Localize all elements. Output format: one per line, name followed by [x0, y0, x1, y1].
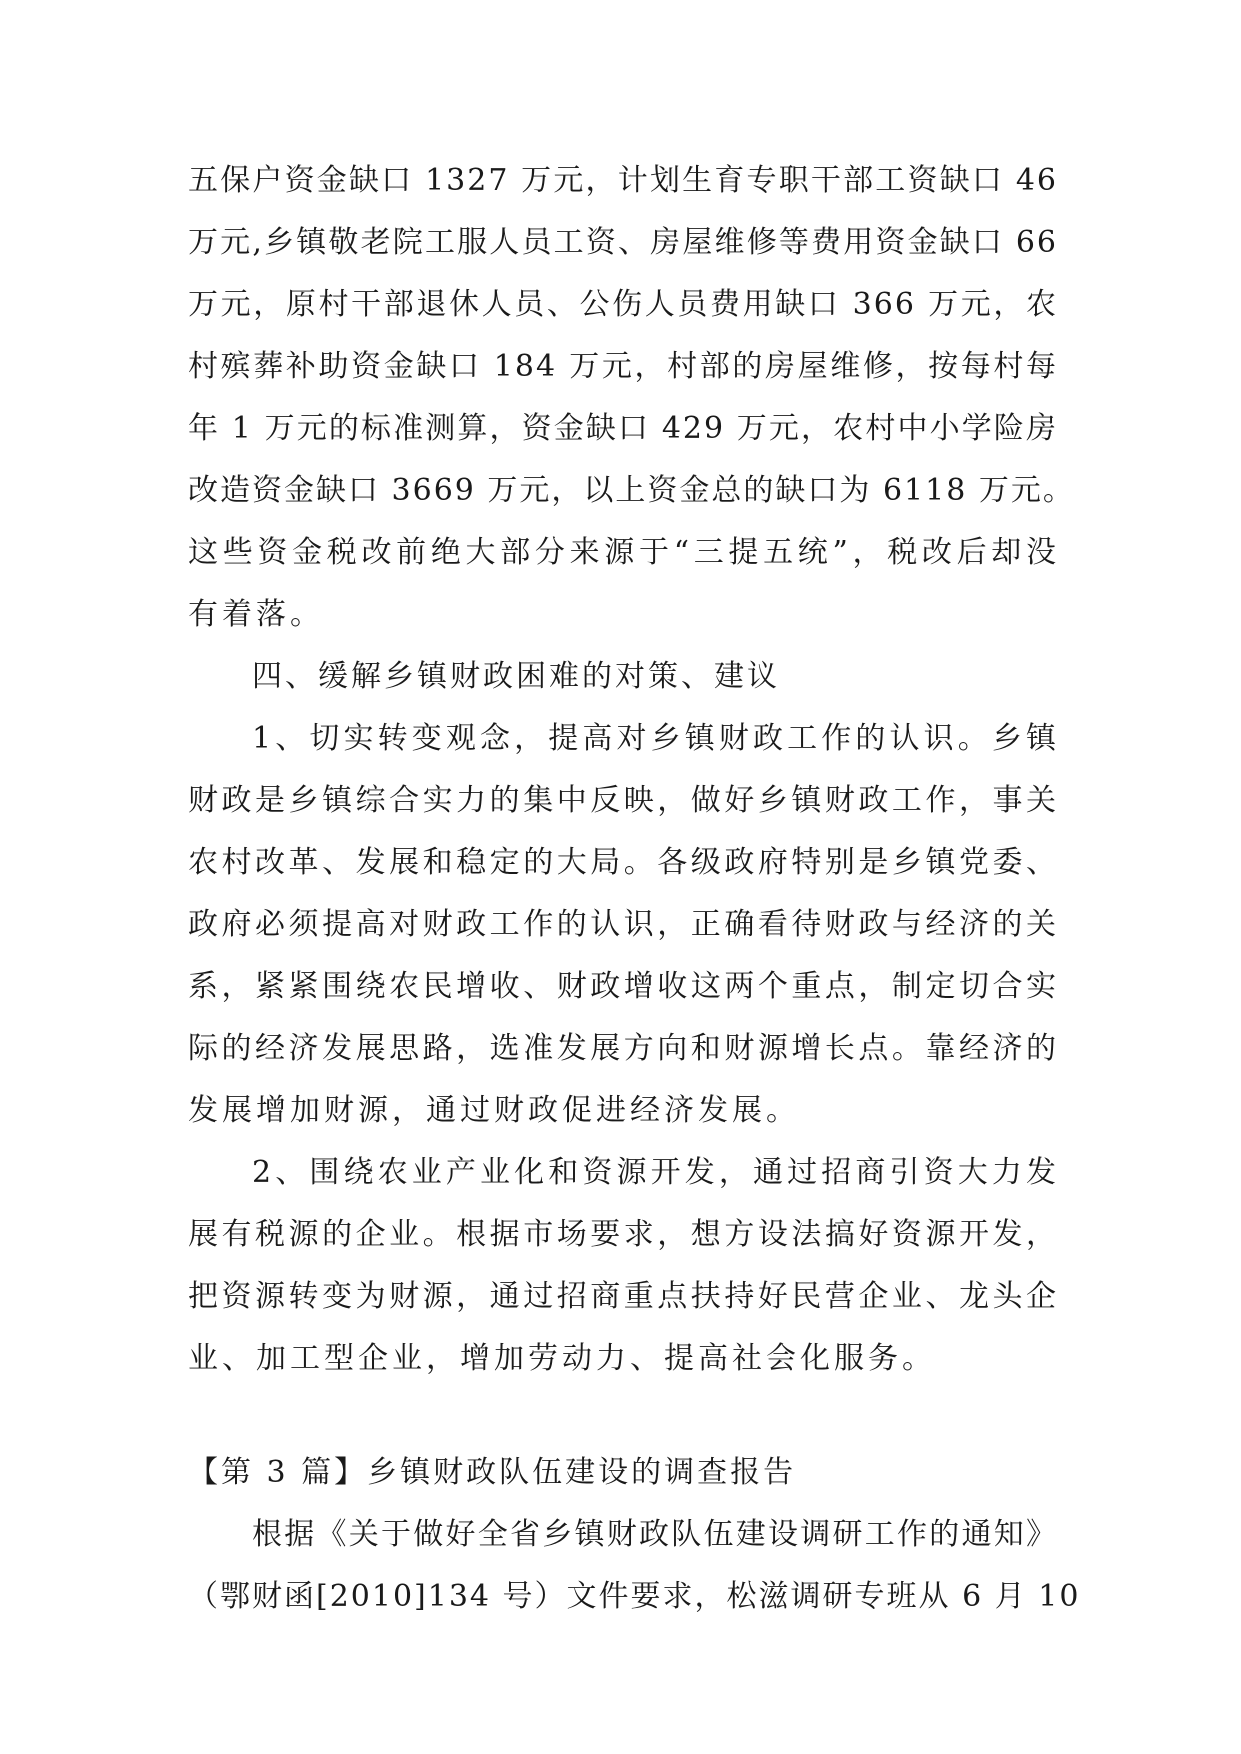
text-line: 发展增加财源，通过财政促进经济发展。: [188, 1093, 800, 1128]
text-line: 1、切实转变观念，提高对乡镇财政工作的认识。乡镇: [252, 721, 1058, 756]
text-line: 际的经济发展思路，选准发展方向和财源增长点。靠经济的: [188, 1031, 1058, 1066]
text-line: 政府必须提高对财政工作的认识，正确看待财政与经济的关: [188, 907, 1058, 942]
text-line: 把资源转变为财源，通过招商重点扶持好民营企业、龙头企: [188, 1279, 1058, 1314]
text-line: 系，紧紧围绕农民增收、财政增收这两个重点，制定切合实: [188, 969, 1058, 1004]
text-line: 万元，原村干部退休人员、公伤人员费用缺口 366 万元，农: [188, 287, 1058, 322]
section-heading: [188, 646, 1058, 708]
paragraph-report-intro: [188, 1504, 1081, 1628]
text-line: 财政是乡镇综合实力的集中反映，做好乡镇财政工作，事关: [188, 783, 1058, 818]
paragraph-gap: [188, 1390, 1058, 1442]
section-heading-text: 四、缓解乡镇财政困难的对策、建议: [252, 659, 780, 694]
article-title-text: 【第 3 篇】乡镇财政队伍建设的调查报告: [188, 1455, 797, 1490]
text-line: 万元,乡镇敬老院工服人员工资、房屋维修等费用资金缺口 66: [188, 225, 1058, 260]
text-line: 改造资金缺口 3669 万元，以上资金总的缺口为 6118 万元。: [188, 473, 1075, 508]
document-page: [188, 150, 1081, 1628]
article-title: [188, 1442, 1058, 1504]
paragraph-suggestion-1: [188, 708, 1058, 1142]
text-line: 根据《关于做好全省乡镇财政队伍建设调研工作的通知》: [252, 1517, 1058, 1552]
text-line: 业、加工型企业，增加劳动力、提高社会化服务。: [188, 1341, 936, 1376]
paragraph-funding-gap: [188, 150, 1075, 646]
text-line: 年 1 万元的标准测算，资金缺口 429 万元，农村中小学险房: [188, 411, 1058, 446]
text-line: 2、围绕农业产业化和资源开发，通过招商引资大力发: [252, 1155, 1058, 1190]
text-line: 农村改革、发展和稳定的大局。各级政府特别是乡镇党委、: [188, 845, 1058, 880]
text-line: 五保户资金缺口 1327 万元，计划生育专职干部工资缺口 46: [188, 163, 1058, 198]
paragraph-suggestion-2: [188, 1142, 1058, 1390]
text-line: 这些资金税改前绝大部分来源于“三提五统”，税改后却没: [188, 535, 1058, 570]
text-line: （鄂财函[2010]134 号）文件要求，松滋调研专班从 6 月 10: [188, 1579, 1081, 1614]
text-line: 有着落。: [188, 597, 324, 632]
text-line: 展有税源的企业。根据市场要求，想方设法搞好资源开发，: [188, 1217, 1058, 1252]
text-line: 村殡葬补助资金缺口 184 万元，村部的房屋维修，按每村每: [188, 349, 1058, 384]
